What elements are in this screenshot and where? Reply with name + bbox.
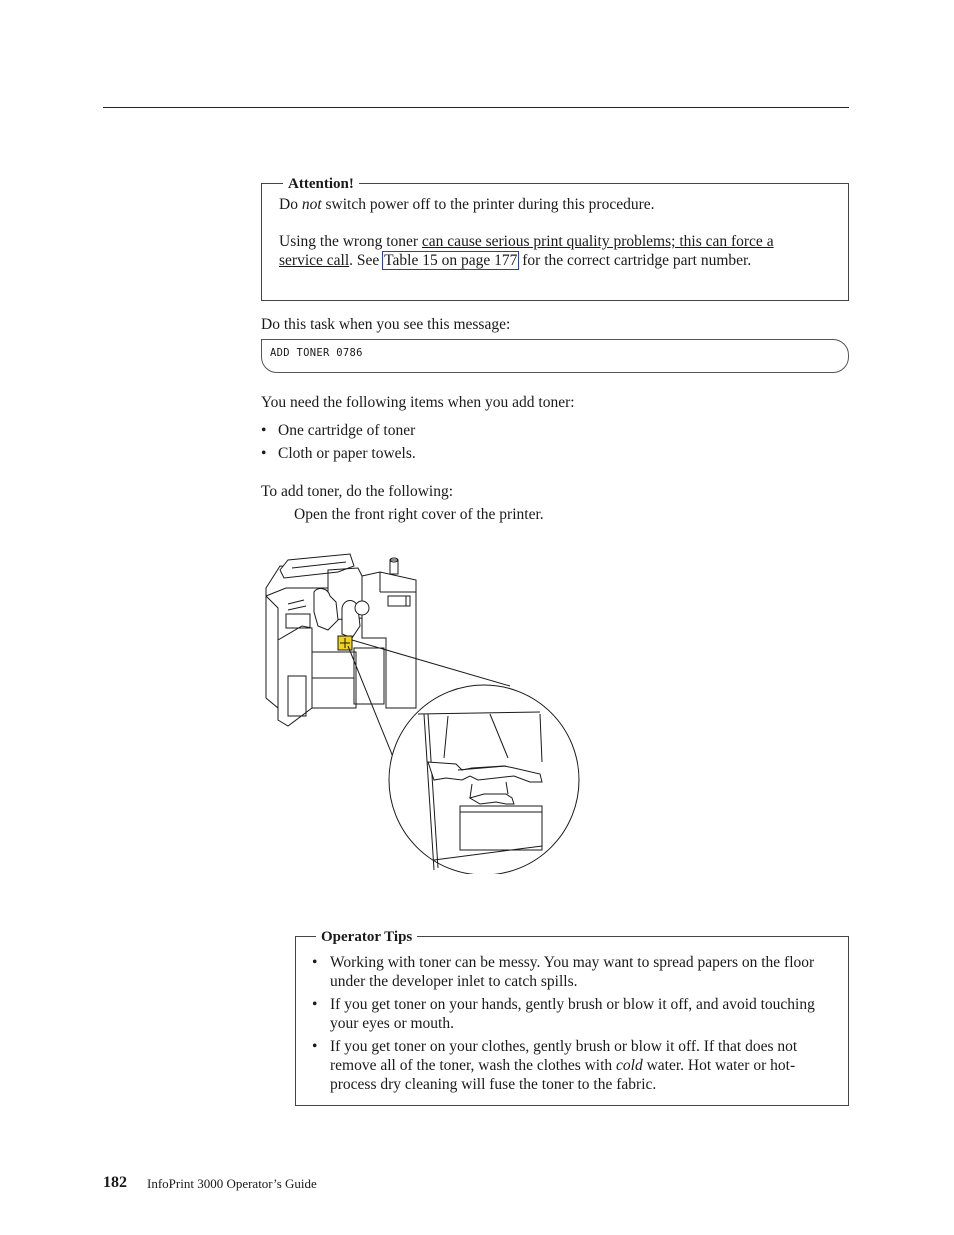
tip3-emphasis: cold [616, 1057, 643, 1074]
bullet: • [261, 445, 267, 462]
list-item-text: Cloth or paper towels. [278, 445, 416, 462]
message-text: ADD TONER 0786 [270, 347, 363, 359]
bullet: • [261, 422, 267, 439]
operator-tips-title: Operator Tips [316, 929, 417, 946]
list-item-text: One cartridge of toner [278, 422, 416, 439]
header-rule [103, 107, 849, 108]
attention-line1-post: switch power off to the printer during this procedure. [321, 196, 655, 213]
attention-line1 [279, 195, 655, 214]
attention-p2-underlined: can cause serious print quality problems; this can force a service call [279, 233, 774, 269]
tip-text: Working with toner can be messy. You may want to spread papers on the floor under the developer inlet to catch spills. [330, 954, 815, 990]
printer-illustration [258, 548, 588, 874]
attention-paragraph2 [279, 232, 809, 270]
tip-text: If you get toner on your hands, gently brush or blow it off, and avoid touching your eyes or mouth. [330, 996, 815, 1032]
attention-line1-emphasis: not [301, 196, 322, 213]
attention-p2-a: Using the wrong toner [279, 233, 422, 250]
tip3-text-b: water. Hot water or hot-process dry cleaning will fuse the toner to the fabric. [330, 1057, 796, 1093]
bullet: • [312, 1038, 318, 1055]
list-item [312, 1037, 832, 1094]
tip3-text-a: If you get toner on your clothes, gently brush or blow it off. If that does not remove all of the toner, wash the clothes with [330, 1038, 798, 1074]
tip-text [330, 1037, 832, 1094]
attention-title: Attention! [283, 176, 359, 193]
bullet: • [312, 954, 318, 971]
items-intro: You need the following items when you add toner: [261, 394, 575, 411]
list-item [312, 995, 832, 1033]
list-item [261, 421, 415, 440]
attention-p2-d: for the correct cartridge part number. [518, 252, 752, 269]
list-item [312, 953, 832, 991]
task-intro: Do this task when you see this message: [261, 316, 511, 333]
footer-title: InfoPrint 3000 Operator’s Guide [147, 1176, 317, 1191]
step-1: Open the front right cover of the printer. [294, 506, 544, 523]
magnified-detail [389, 685, 579, 874]
printer-body [266, 554, 416, 726]
list-item [261, 444, 416, 463]
bullet: • [312, 996, 318, 1013]
attention-p2-c: . See [349, 252, 384, 269]
page-number: 182 [103, 1174, 127, 1191]
table-15-link[interactable]: Table 15 on page 177 [384, 252, 518, 269]
callout-line-upper [352, 640, 510, 686]
steps-intro: To add toner, do the following: [261, 483, 454, 500]
attention-line1-pre: Do [279, 196, 302, 213]
